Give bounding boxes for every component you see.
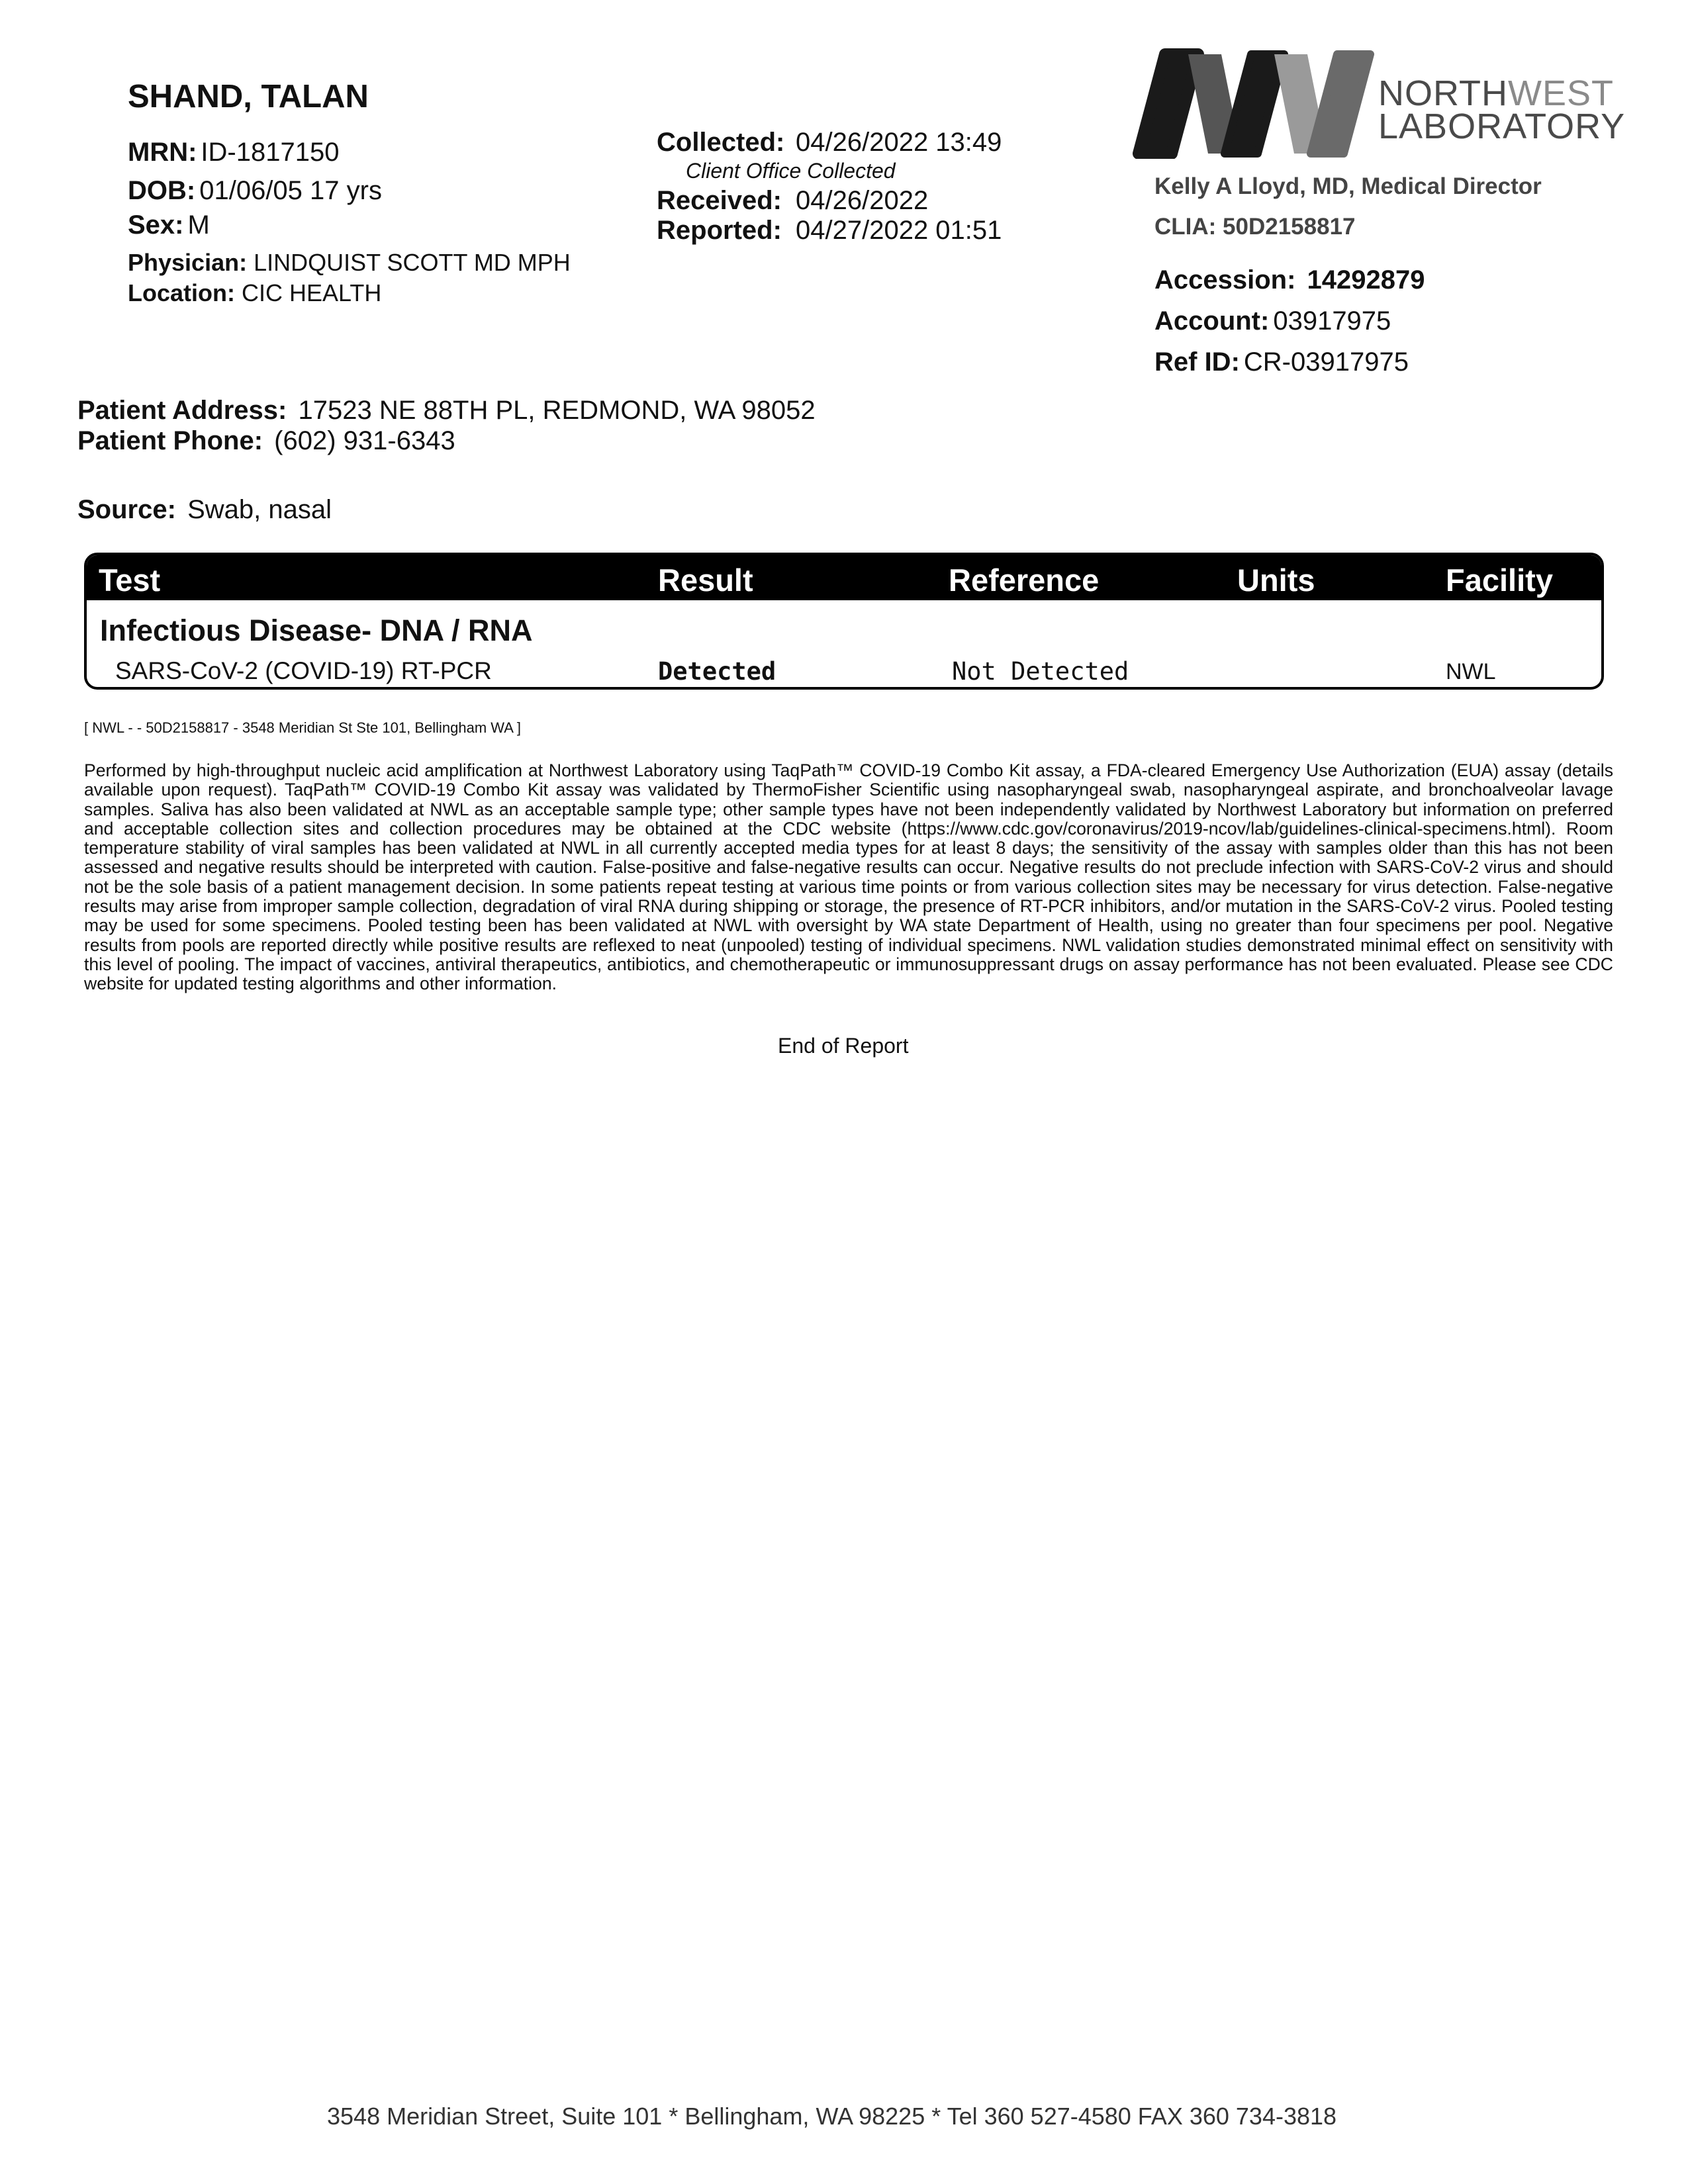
account-label: Account: [1154,306,1270,336]
phone-label: Patient Phone: [77,426,263,455]
reported-field [657,216,1002,246]
logo-west: WEST [1508,73,1615,113]
results-header [87,555,1601,600]
collected-field [657,128,1002,158]
received-label: Received: [657,186,782,215]
account-field [1154,306,1391,336]
disclaimer-text: Performed by high-throughput nucleic acid amplification at Northwest Laboratory using TaqPath™ COVID-19 Combo Kit assay, a FDA-cleared Emergency Use Authorization (EUA) assay (details available upon request). TaqPath™ COVID-19 Combo Kit assay was validated by ThermoFisher Scientific using nasopharyngeal swab, nasopharyngeal aspirate, and bronchoalveolar lavage samples. Saliva has also been validated at NWL as an acceptable sample type; other sample types have not been independently validated by Northwest Laboratory but information on preferred and acceptable collection sites and collection procedures may be obtained at the CDC website (https://www.cdc.gov/coronavirus/2019-ncov/lab/guidelines-clinical-specimens.html). Room temperature stability of viral samples has been validated at NWL in all currently accepted media types for at least 8 days; the sensitivity of the assay with samples older than this has not been assessed and negative results should be interpreted with caution. False-positive and false-negative results can occur. Negative results do not preclude infection with SARS-CoV-2 virus and should not be the sole basis of a patient management decision. In some patients repeat testing at various time points or from various collection sites may be necessary for virus detection. False-negative results may arise from improper sample collection, degradation of viral RNA during shipping or storage, the presence of RT-PCR inhibitors, and/or mutation in the SARS-CoV-2 virus. Pooled testing may be used for some specimens. Pooled testing been has been validated at NWL with oversight by WA state Department of Health, using no greater than four specimens per pool. Negative results from pools are reported directly while positive results are reflexed to neat (unpooled) testing of individual specimens. NWL validation studies demonstrated minimal effect on sensitivity with this level of pooling. The impact of vaccines, antiviral therapeutics, antibiotics, and chemotherapeutic or immunosuppressant drugs on assay performance has not been evaluated. Please see CDC website for updated testing algorithms and other information. [84,760,1613,994]
address-label: Patient Address: [77,396,287,425]
received-field [657,186,928,216]
received-value: 04/26/2022 [796,186,929,215]
refid-label: Ref ID: [1154,347,1240,377]
header-units: Units [1237,563,1315,598]
footer-address: 3548 Meridian Street, Suite 101 * Bellingham, WA 98225 * Tel 360 527-4580 FAX 360 734-3818 [327,2103,1337,2130]
account-value: 03917975 [1273,306,1391,336]
location-value: CIC HEALTH [242,279,382,306]
header-facility: Facility [1446,563,1553,598]
collected-note: Client Office Collected [686,159,896,183]
clia-number: CLIA: 50D2158817 [1154,214,1356,240]
address-value: 17523 NE 88TH PL, REDMOND, WA 98052 [298,396,816,425]
dob-label: DOB: [128,176,196,205]
cell-reference: Not Detected [952,657,1129,686]
collected-value: 04/26/2022 13:49 [796,128,1002,157]
medical-director: Kelly A Lloyd, MD, Medical Director [1154,173,1542,199]
end-of-report: End of Report [778,1034,909,1058]
refid-value: CR-03917975 [1243,347,1409,377]
physician-value: LINDQUIST SCOTT MD MPH [254,249,571,276]
location-field [128,279,381,307]
phone-value: (602) 931-6343 [274,426,455,455]
cell-test: SARS-CoV-2 (COVID-19) RT-PCR [115,657,492,684]
logo-north: NORTH [1378,73,1509,113]
logo-line-1 [1378,73,1625,113]
source-field [77,495,332,525]
cell-facility: NWL [1446,659,1496,684]
patient-address [77,396,816,426]
header-reference: Reference [949,563,1100,598]
facility-line: [ NWL - - 50D2158817 - 3548 Meridian St Ste 101, Bellingham WA ] [84,719,521,736]
header-result: Result [658,563,753,598]
header-test: Test [99,563,161,598]
logo-line-2: LABORATORY [1378,107,1626,146]
cell-result: Detected [658,657,776,686]
collected-label: Collected: [657,128,785,157]
section-title: Infectious Disease- DNA / RNA [100,614,533,647]
dob-field [128,176,382,206]
accession-label: Accession: [1154,265,1296,295]
accession-field [1154,265,1429,295]
dob-value: 01/06/05 17 yrs [199,176,382,205]
logo-text [1378,73,1626,146]
source-label: Source: [77,495,176,524]
mrn-field [128,138,339,167]
refid-field [1154,347,1409,377]
mrn-value: ID-1817150 [201,138,340,167]
reported-label: Reported: [657,216,782,245]
results-table [84,553,1604,690]
mrn-label: MRN: [128,138,197,167]
reported-value: 04/27/2022 01:51 [796,216,1002,245]
northwest-laboratory-logo [1125,48,1626,159]
sex-label: Sex: [128,210,184,240]
sex-value: M [187,210,210,240]
physician-field [128,249,571,277]
patient-name: SHAND, TALAN [128,79,369,114]
source-value: Swab, nasal [187,495,332,524]
physician-label: Physician: [128,249,248,276]
sex-field [128,210,210,240]
location-label: Location: [128,279,235,306]
accession-value: 14292879 [1307,265,1425,295]
patient-phone [77,426,455,456]
